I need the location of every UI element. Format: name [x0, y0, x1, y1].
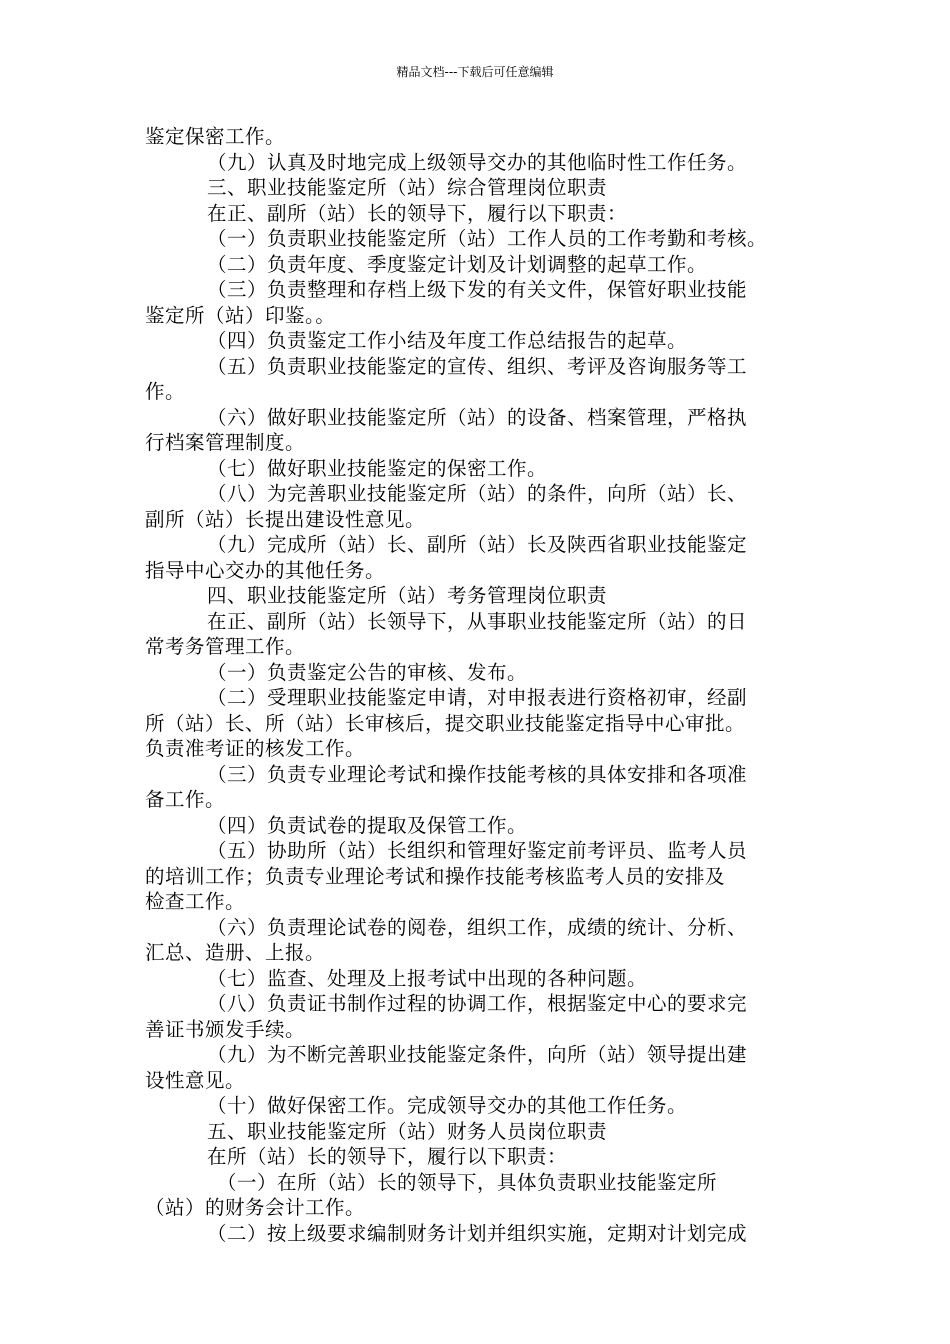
- text-line: 的培训工作；负责专业理论考试和操作技能考核监考人员的安排及: [145, 864, 726, 888]
- text-line: （七）监查、处理及上报考试中出现的各种问题。: [207, 966, 648, 990]
- text-line: （二）按上级要求编制财务计划并组织实施，定期对计划完成: [207, 1221, 748, 1245]
- text-line: （一）负责鉴定公告的审核、发布。: [207, 660, 528, 684]
- text-line: （站）的财务会计工作。: [145, 1196, 366, 1219]
- text-line: （六）负责理论试卷的阅卷，组织工作，成绩的统计、分析、: [207, 915, 748, 939]
- text-line: 作。: [145, 380, 186, 403]
- text-line: 鉴定保密工作。: [145, 125, 286, 148]
- text-line: 善证书颁发手续。: [145, 1017, 306, 1041]
- text-line: （三）负责专业理论考试和操作技能考核的具体安排和各项准: [207, 762, 748, 786]
- text-line: 在所（站）长的领导下，履行以下职责：: [207, 1145, 568, 1168]
- document-body: [145, 124, 810, 1246]
- text-line: （五）负责职业技能鉴定的宣传、组织、考评及咨询服务等工: [207, 354, 748, 378]
- text-line: （二）负责年度、季度鉴定计划及计划调整的起草工作。: [207, 252, 708, 276]
- text-line: （九）认真及时地完成上级领导交办的其他临时性工作任务。: [207, 150, 748, 174]
- text-line: （六）做好职业技能鉴定所（站）的设备、档案管理，严格执: [207, 405, 748, 429]
- text-line: 所（站）长、所（站）长审核后，提交职业技能鉴定指导中心审批。: [145, 711, 746, 735]
- text-line: （四）负责试卷的提取及保管工作。: [207, 813, 528, 837]
- text-line: 检查工作。: [145, 890, 246, 913]
- text-line: （七）做好职业技能鉴定的保密工作。: [207, 456, 548, 480]
- text-line: （八）为完善职业技能鉴定所（站）的条件，向所（站）长、: [207, 482, 748, 505]
- text-line: （八）负责证书制作过程的协调工作，根据鉴定中心的要求完: [207, 992, 748, 1015]
- text-line: 常考务管理工作。: [145, 635, 306, 658]
- text-line: （一）负责职业技能鉴定所（站）工作人员的工作考勤和考核。: [207, 227, 768, 250]
- section-heading: 四、职业技能鉴定所（站）考务管理岗位职责: [207, 584, 608, 607]
- text-line: （四）负责鉴定工作小结及年度工作总结报告的起草。: [207, 329, 688, 352]
- page-header: 精品文档---下载后可任意编辑: [396, 65, 554, 79]
- text-line: （九）为不断完善职业技能鉴定条件，向所（站）领导提出建: [207, 1043, 748, 1066]
- text-line: （九）完成所（站）长、副所（站）长及陕西省职业技能鉴定: [207, 533, 748, 556]
- text-line: 汇总、造册、上报。: [145, 941, 326, 964]
- text-line: 指导中心交办的其他任务。: [145, 558, 386, 582]
- section-heading: 五、职业技能鉴定所（站）财务人员岗位职责: [207, 1119, 608, 1143]
- text-line: 行档案管理制度。: [145, 431, 306, 454]
- text-line: （一）在所（站）长的领导下，具体负责职业技能鉴定所: [217, 1170, 718, 1194]
- text-line: （三）负责整理和存档上级下发的有关文件，保管好职业技能: [207, 278, 748, 301]
- text-line: 鉴定所（站）印鉴。。: [145, 303, 336, 327]
- text-line: 在正、副所（站）长的领导下，履行以下职责：: [207, 201, 628, 225]
- text-line: 副所（站）长提出建设性意见。: [145, 507, 426, 531]
- text-line: （十）做好保密工作。完成领导交办的其他工作任务。: [207, 1094, 688, 1117]
- text-line: （五）协助所（站）长组织和管理好鉴定前考评员、监考人员: [207, 839, 748, 862]
- text-line: 备工作。: [145, 788, 226, 811]
- text-line: （二）受理职业技能鉴定申请，对申报表进行资格初审，经副: [207, 686, 748, 709]
- text-line: 负责准考证的核发工作。: [145, 737, 366, 760]
- text-line: 设性意见。: [145, 1068, 246, 1092]
- text-line: 在正、副所（站）长领导下，从事职业技能鉴定所（站）的日: [207, 609, 748, 633]
- section-heading: 三、职业技能鉴定所（站）综合管理岗位职责: [207, 176, 608, 199]
